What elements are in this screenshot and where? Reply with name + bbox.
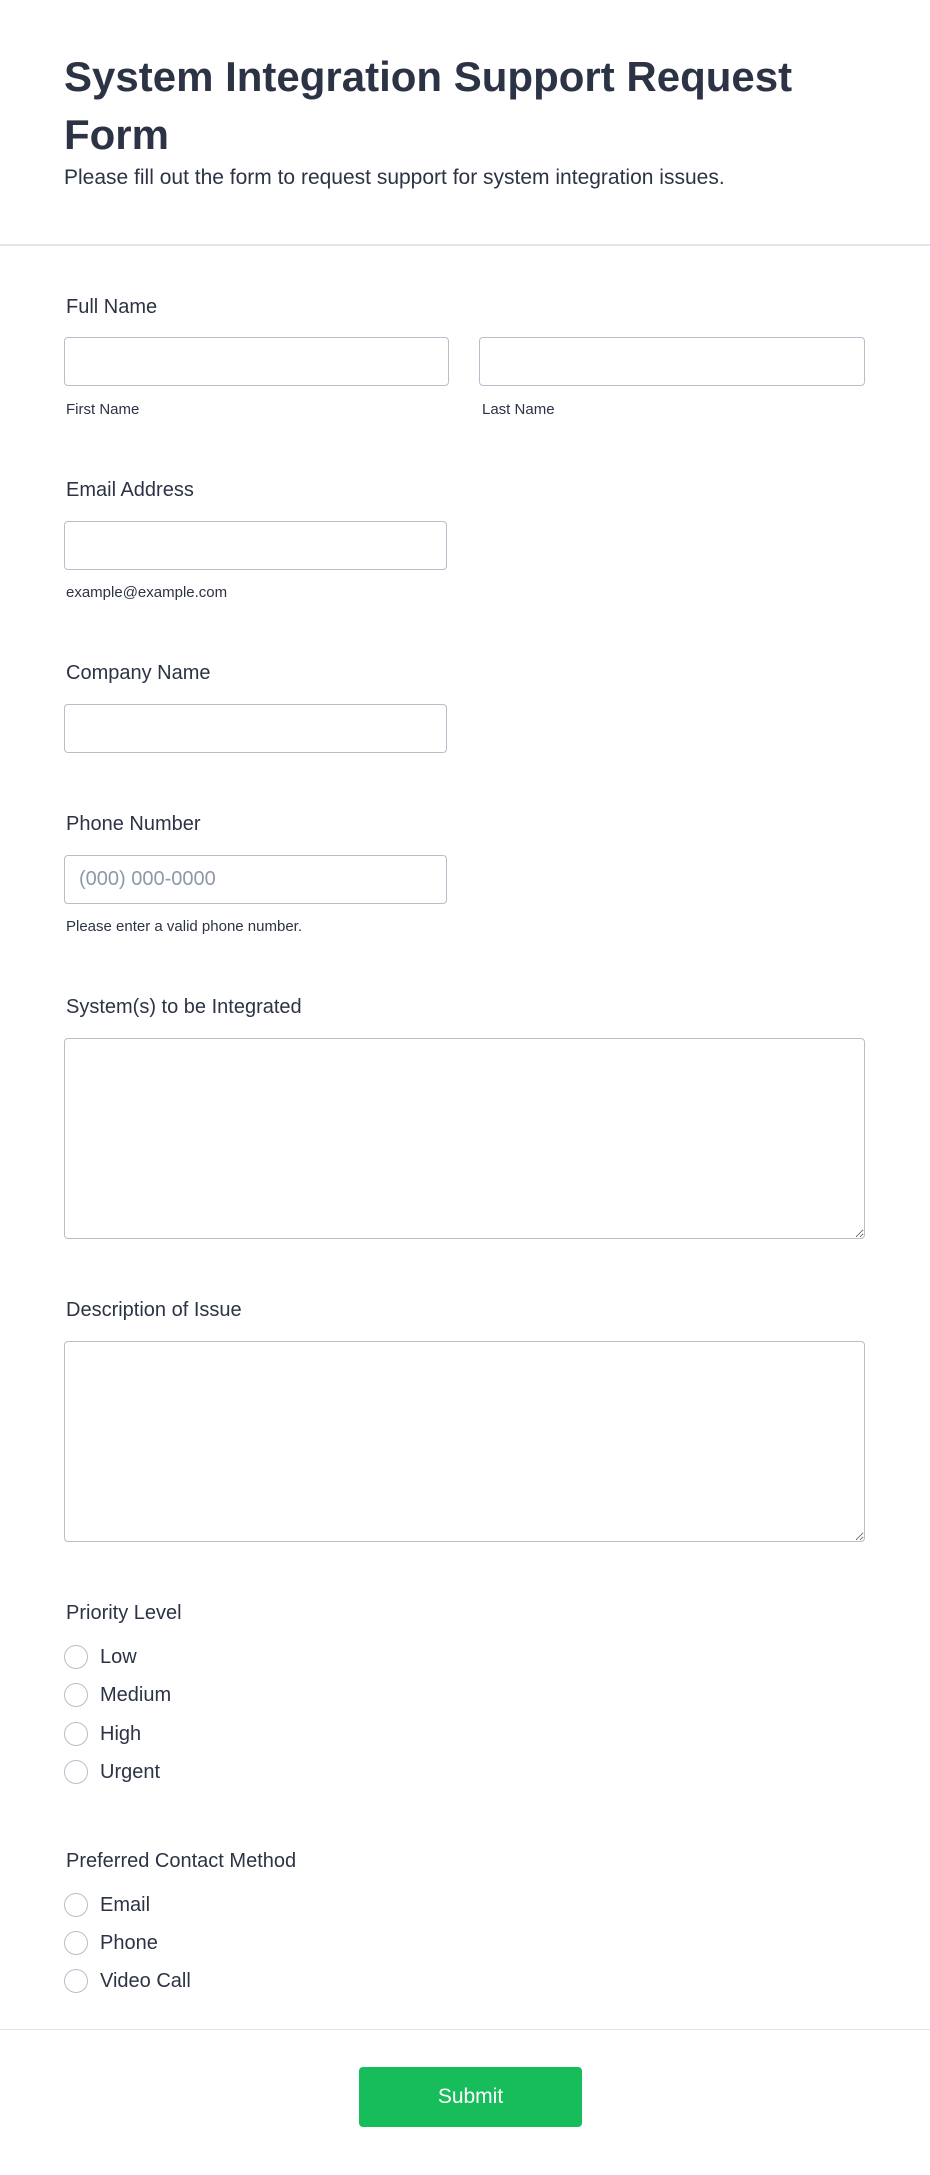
radio-button[interactable]	[64, 1931, 88, 1955]
systems-label: System(s) to be Integrated	[66, 996, 302, 1018]
radio-label: High	[100, 1722, 142, 1745]
description-label: Description of Issue	[66, 1299, 242, 1321]
radio-button[interactable]	[64, 1645, 88, 1669]
full-name-label: Full Name	[66, 296, 158, 318]
phone-label: Phone Number	[66, 813, 201, 835]
first-name-sublabel: First Name	[66, 401, 140, 418]
email-label: Email Address	[66, 479, 194, 501]
form-header	[0, 0, 930, 246]
radio-label: Phone	[100, 1931, 158, 1954]
contact-option-video-call[interactable]	[64, 1968, 191, 1994]
priority-label: Priority Level	[66, 1602, 182, 1624]
priority-option-medium[interactable]	[64, 1682, 171, 1708]
radio-button[interactable]	[64, 1760, 88, 1784]
radio-button[interactable]	[64, 1683, 88, 1707]
contact-option-phone[interactable]	[64, 1930, 158, 1956]
phone-sublabel: Please enter a valid phone number.	[66, 918, 302, 935]
last-name-input[interactable]	[479, 337, 865, 386]
phone-input[interactable]	[64, 855, 447, 904]
radio-button[interactable]	[64, 1969, 88, 1993]
priority-option-high[interactable]	[64, 1721, 141, 1747]
email-field[interactable]	[64, 521, 447, 570]
page-subtitle: Please fill out the form to request support for system integration issues.	[64, 166, 725, 189]
radio-label: Email	[100, 1893, 151, 1916]
radio-label: Video Call	[100, 1969, 191, 1992]
radio-label: Low	[100, 1645, 137, 1668]
contact-option-email[interactable]	[64, 1892, 150, 1918]
systems-textarea[interactable]	[64, 1038, 865, 1239]
radio-label: Medium	[100, 1683, 172, 1706]
radio-label: Urgent	[100, 1760, 161, 1783]
last-name-sublabel: Last Name	[482, 401, 555, 418]
first-name-input[interactable]	[64, 337, 449, 386]
priority-option-low[interactable]	[64, 1644, 137, 1670]
radio-button[interactable]	[64, 1893, 88, 1917]
radio-button[interactable]	[64, 1722, 88, 1746]
submit-button[interactable]: Submit	[359, 2067, 582, 2127]
description-textarea[interactable]	[64, 1341, 865, 1542]
email-sublabel: example@example.com	[66, 584, 228, 601]
page-title: System Integration Support Request Form	[64, 53, 793, 158]
company-label: Company Name	[66, 662, 211, 684]
priority-option-urgent[interactable]	[64, 1759, 160, 1785]
company-input[interactable]	[64, 704, 447, 753]
form-footer	[0, 2029, 930, 2175]
contact-method-label: Preferred Contact Method	[66, 1850, 297, 1872]
